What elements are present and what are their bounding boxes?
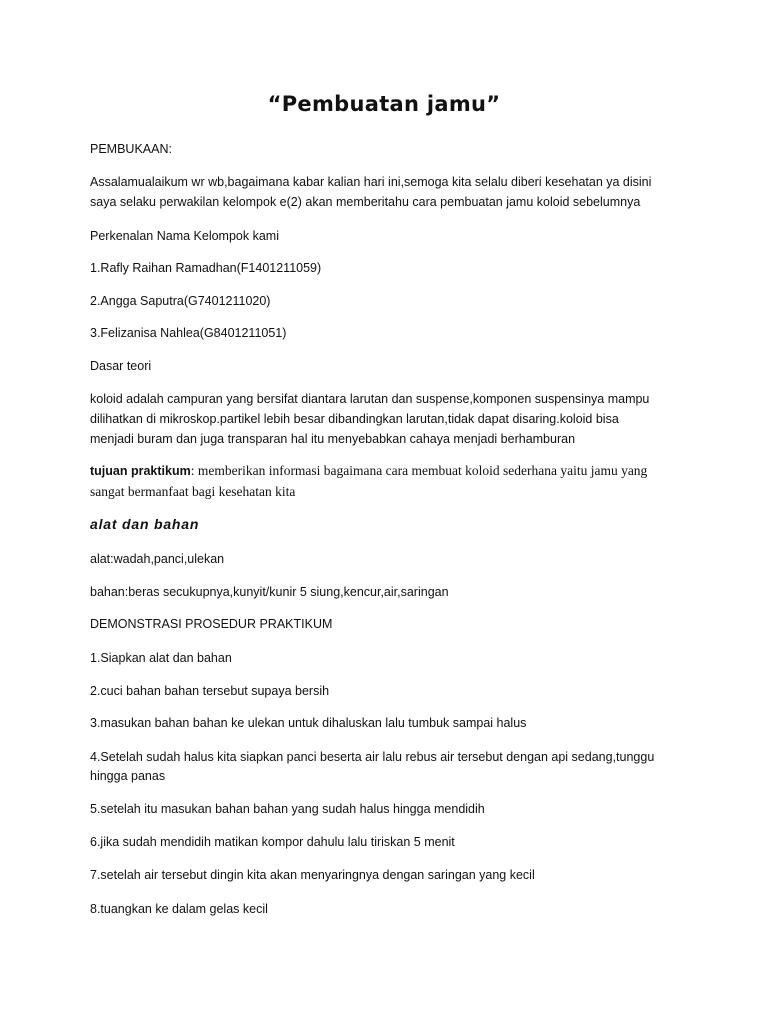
members-heading: Perkenalan Nama Kelompok kami: [90, 229, 279, 243]
ingredients-line: bahan:beras secukupnya,kunyit/kunir 5 siung,kencur,air,saringan: [90, 585, 449, 599]
procedure-step: 2.cuci bahan bahan tersebut supaya bersih: [90, 684, 330, 698]
procedure-step-continuation: hingga panas: [90, 769, 166, 783]
theory-line: dilihatkan di mikroskop.partikel lebih besar dibandingkan larutan,tidak dapat disaring.koloid bisa: [90, 412, 619, 426]
member-item: 2.Angga Saputra(G7401211020): [90, 294, 271, 308]
procedure-step: 1.Siapkan alat dan bahan: [90, 651, 232, 665]
purpose-text: : memberikan informasi bagaimana cara membuat koloid sederhana yaitu jamu yang: [190, 463, 648, 478]
theory-heading: Dasar teori: [90, 359, 152, 373]
procedure-step: 4.Setelah sudah halus kita siapkan panci beserta air lalu rebus air tersebut dengan api sedang,tunggu: [90, 750, 655, 764]
procedure-step: 8.tuangkan ke dalam gelas kecil: [90, 902, 268, 916]
tools-line: alat:wadah,panci,ulekan: [90, 552, 225, 566]
procedure-step: 7.setelah air tersebut dingin kita akan menyaringnya dengan saringan yang kecil: [90, 868, 535, 882]
materials-heading: alat dan bahan: [90, 516, 200, 532]
procedure-heading: DEMONSTRASI PROSEDUR PRAKTIKUM: [90, 617, 333, 631]
purpose-paragraph: [90, 461, 690, 481]
purpose-line: sangat bermanfaat bagi kesehatan kita: [90, 484, 296, 499]
procedure-step: 3.masukan bahan bahan ke ulekan untuk dihaluskan lalu tumbuk sampai halus: [90, 716, 527, 730]
greeting-line: saya selaku perwakilan kelompok e(2) akan memberitahu cara pembuatan jamu koloid sebelumnya: [90, 195, 641, 209]
purpose-label: tujuan praktikum: [90, 464, 191, 478]
procedure-step: 5.setelah itu masukan bahan bahan yang sudah halus hingga mendidih: [90, 802, 485, 816]
member-item: 1.Rafly Raihan Ramadhan(F1401211059): [90, 261, 322, 275]
member-item: 3.Felizanisa Nahlea(G8401211051): [90, 326, 287, 340]
opening-heading: PEMBUKAAN:: [90, 142, 172, 156]
theory-line: menjadi buram dan juga transparan hal itu menyebabkan cahaya menjadi berhamburan: [90, 432, 576, 446]
procedure-step: 6.jika sudah mendidih matikan kompor dahulu lalu tiriskan 5 menit: [90, 835, 455, 849]
document-title: “Pembuatan jamu”: [267, 92, 501, 116]
greeting-line: Assalamualaikum wr wb,bagaimana kabar kalian hari ini,semoga kita selalu diberi kesehatan ya disini: [90, 175, 652, 189]
theory-line: koloid adalah campuran yang bersifat diantara larutan dan suspense,komponen suspensinya mampu: [90, 392, 650, 406]
